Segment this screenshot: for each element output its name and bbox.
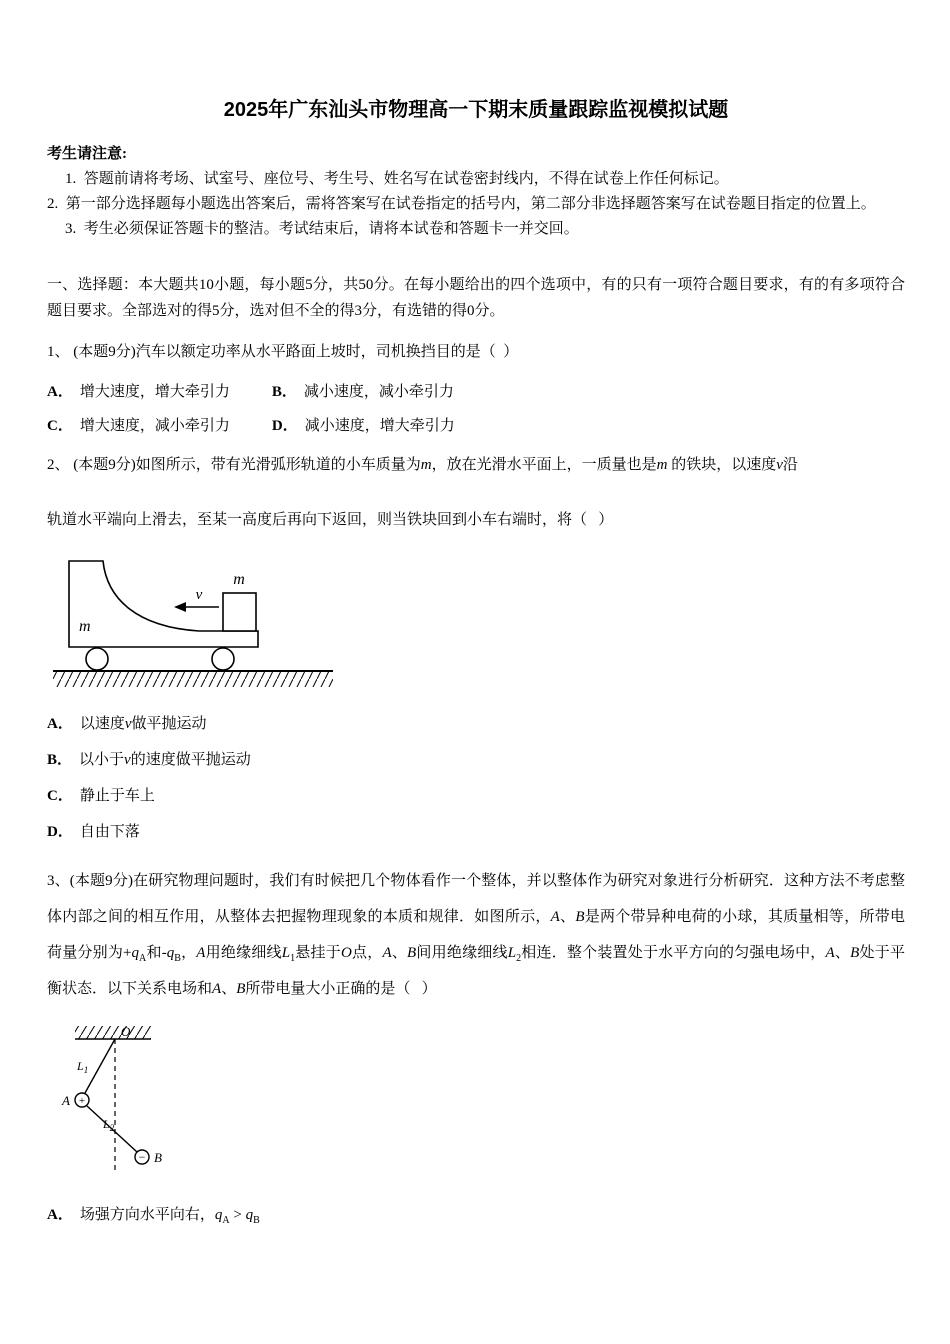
block-mass-label: m bbox=[233, 571, 245, 588]
q2-option-d-text: 自由下落 bbox=[79, 824, 140, 840]
string-l2-label: $L_2$ bbox=[103, 1117, 115, 1133]
q1-option-c-text: 增大速度，减小牵引力 bbox=[79, 418, 230, 434]
question-2-stem-line2: 轨道水平端向上滑去，至某一高度后再向下返回，则当铁块回到小车右端时，将（ ） bbox=[47, 512, 614, 528]
q2-option-d-label: D． bbox=[47, 824, 73, 840]
q1-options-row-1 bbox=[47, 380, 905, 405]
q2-option-d bbox=[47, 820, 905, 845]
q1-option-b bbox=[272, 380, 454, 405]
q1-option-a-text: 增大速度，增大牵引力 bbox=[79, 384, 230, 400]
page-title: 2025年广东汕头市物理高一下期末质量跟踪监视模拟试题 bbox=[223, 99, 729, 121]
q1-option-a bbox=[47, 380, 230, 405]
question-2-stem-line1: 2、 (本题9分)如图所示，带有光滑弧形轨道的小车质量为m，放在光滑水平面上，一质量也是m 的铁块，以速度v沿 bbox=[47, 457, 798, 473]
cart-mass-label: m bbox=[79, 618, 91, 635]
section1-intro: 一、选择题：本大题共10小题，每小题5分，共50分。在每小题给出的四个选项中，有的只有一项符合题目要求，有的有多项符合题目要求。全部选对的得5分，选对但不全的得3分，有选错的得0分。 bbox=[47, 277, 905, 319]
q3-figure bbox=[57, 1022, 227, 1187]
ball-a-label: A bbox=[62, 1093, 70, 1108]
q2-option-a bbox=[47, 712, 905, 737]
notice-block bbox=[47, 142, 905, 242]
notice-item-3: 3. 考生必须保证答题卡的整洁。考试结束后，请将本试卷和答题卡一并交回。 bbox=[65, 221, 579, 237]
point-o-label: O bbox=[121, 1024, 131, 1039]
ground-hatching bbox=[53, 671, 333, 687]
cart-wheel-right bbox=[212, 648, 234, 670]
q2-option-b bbox=[47, 748, 905, 773]
q1-option-c bbox=[47, 414, 230, 439]
q2-option-a-label: A． bbox=[47, 716, 73, 732]
q1-option-d-text: 减小速度，增大牵引力 bbox=[304, 418, 455, 434]
string-l1-label: $L_1$ bbox=[77, 1059, 89, 1075]
q1-option-b-text: 减小速度，减小牵引力 bbox=[303, 384, 454, 400]
q3-option-a bbox=[47, 1203, 905, 1228]
velocity-label: v bbox=[195, 587, 203, 603]
q2-option-b-label: B． bbox=[47, 752, 73, 768]
question-1-stem: 1、 (本题9分)汽车以额定功率从水平路面上坡时，司机换挡目的是（ ） bbox=[47, 344, 519, 360]
q1-options-row-2 bbox=[47, 414, 905, 439]
ball-a-charge: + bbox=[78, 1095, 86, 1107]
q1-option-d bbox=[272, 414, 455, 439]
q1-option-b-label: B． bbox=[271, 384, 297, 400]
velocity-arrowhead bbox=[174, 602, 186, 612]
ball-b-charge: − bbox=[138, 1150, 146, 1164]
iron-block bbox=[223, 593, 256, 631]
q2-option-a-text: 以速度v做平抛运动 bbox=[79, 716, 207, 732]
q2-option-c-text: 静止于车上 bbox=[79, 788, 155, 804]
q3-option-a-label: A． bbox=[47, 1207, 73, 1223]
ball-b-label: B bbox=[154, 1150, 162, 1165]
q3-option-a-text: 场强方向水平向右，$q_A > q_B$ bbox=[79, 1207, 260, 1226]
q2-option-c-label: C． bbox=[47, 788, 73, 804]
q1-option-c-label: C． bbox=[47, 418, 73, 434]
ceiling-hatching bbox=[75, 1026, 151, 1039]
notice-item-2: 2. 第一部分选择题每小题选出答案后，需将答案写在试卷指定的括号内，第二部分非选择题答案写在试卷题目指定的位置上。 bbox=[47, 196, 876, 212]
q1-option-d-label: D． bbox=[271, 418, 298, 434]
q2-figure bbox=[53, 551, 333, 701]
notice-header: 考生请注意: bbox=[47, 146, 127, 162]
q1-option-a-label: A． bbox=[47, 384, 73, 400]
question-3-stem: 3、(本题9分)在研究物理问题时，我们有时候把几个物体看作一个整体，并以整体作为研究对象进行分析研究．这种方法不考虑整体内部之间的相互作用，从整体去把握物理现象的本质和规律．如图所示，A、B是两个带异种电荷的小球，其质量相等，所带电荷量分别为$+q_A$和$-q_B$，A用绝缘细线$L_1$悬挂于O点，A、B间用绝缘细线$L_2$相连．整个装置处于水平方向的匀强电场中，A、B处于平衡状态．以下关系电场和A、B所带电量大小正确的是（ ） bbox=[47, 873, 905, 997]
notice-item-1: 1. 答题前请将考场、试室号、座位号、考生号、姓名写在试卷密封线内，不得在试卷上作任何标记。 bbox=[65, 171, 729, 187]
q2-option-b-text: 以小于v的速度做平抛运动 bbox=[79, 752, 251, 768]
string-l1 bbox=[85, 1039, 115, 1093]
cart-wheel-left bbox=[86, 648, 108, 670]
q2-option-c bbox=[47, 784, 905, 809]
